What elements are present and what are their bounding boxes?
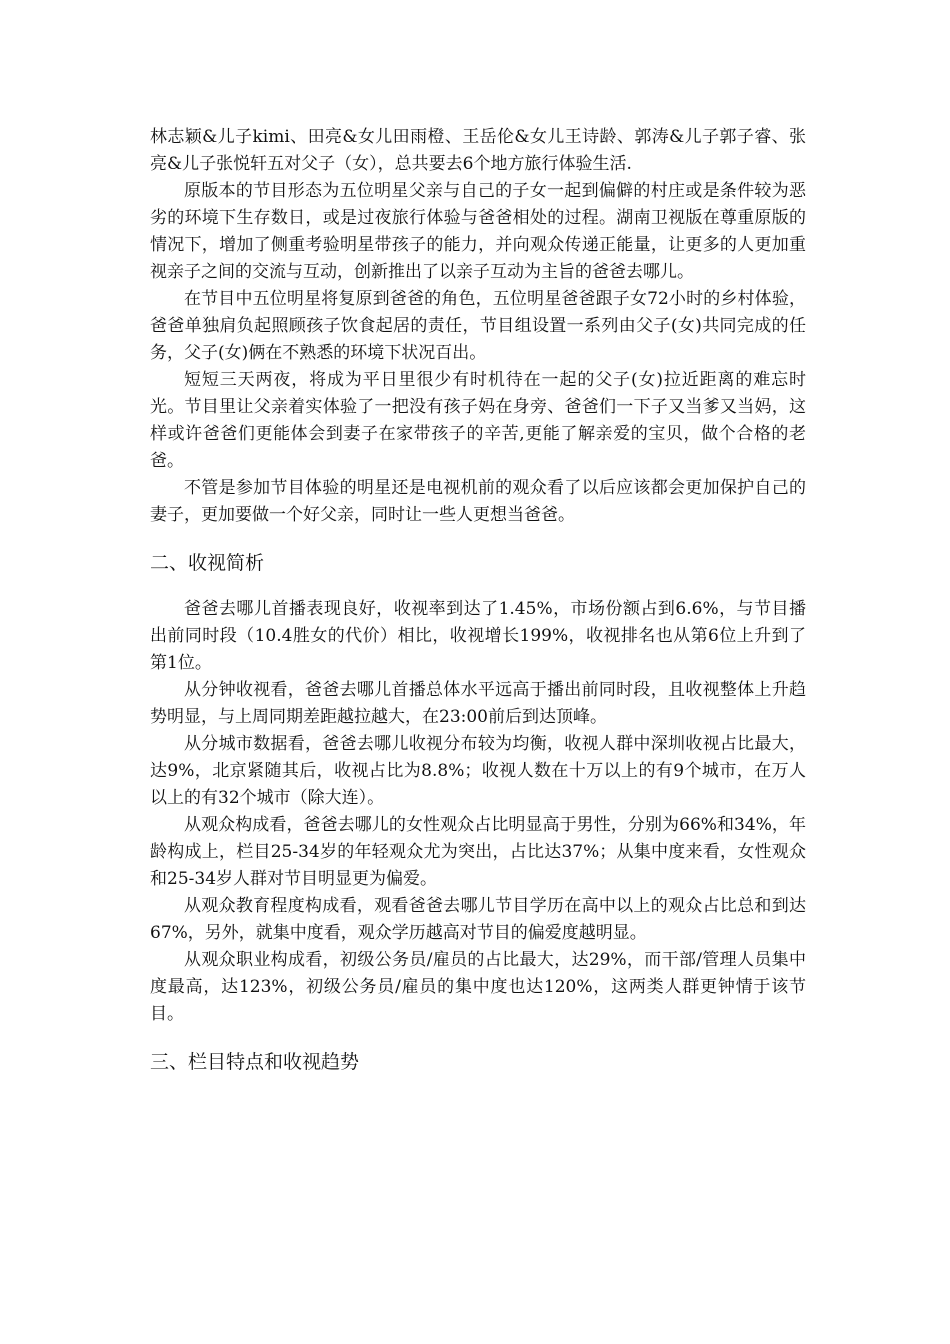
paragraph: 从分城市数据看，爸爸去哪儿收视分布较为均衡，收视人群中深圳收视占比最大，达9%，北京紧随其后，收视占比为8.8%；收视人数在十万以上的有9个城市，在万人以上的有32个城市（除大连）。 — [150, 734, 806, 808]
paragraph: 爸爸去哪儿首播表现良好，收视率到达了1.45%，市场份额占到6.6%，与节目播出前同时段（10.4胜女的代价）相比，收视增长199%，收视排名也从第6位上升到了第1位。 — [150, 599, 806, 673]
paragraph: 从观众教育程度构成看，观看爸爸去哪儿节目学历在高中以上的观众占比总和到达67%，另外，就集中度看，观众学历越高对节目的偏爱度越明显。 — [150, 896, 806, 943]
document-body — [150, 124, 806, 1076]
section-heading-features-trends: 三、栏目特点和收视趋势 — [150, 1051, 360, 1073]
paragraph: 原版本的节目形态为五位明星父亲与自己的子女一起到偏僻的村庄或是条件较为恶劣的环境下生存数日，或是过夜旅行体验与爸爸相处的过程。湖南卫视版在尊重原版的情况下，增加了侧重考验明星带孩子的能力，并向观众传递正能量，让更多的人更加重视亲子之间的交流与互动，创新推出了以亲子互动为主旨的爸爸去哪儿。 — [150, 181, 806, 282]
paragraph: 从分钟收视看，爸爸去哪儿首播总体水平远高于播出前同时段，且收视整体上升趋势明显，与上周同期差距越拉越大，在23:00前后到达顶峰。 — [150, 680, 806, 727]
paragraph: 不管是参加节目体验的明星还是电视机前的观众看了以后应该都会更加保护自己的妻子，更加要做一个好父亲，同时让一些人更想当爸爸。 — [150, 478, 806, 525]
section-heading-ratings-analysis: 二、收视简析 — [150, 552, 265, 574]
paragraph: 从观众构成看，爸爸去哪儿的女性观众占比明显高于男性，分别为66%和34%，年龄构成上，栏目25-34岁的年轻观众尤为突出，占比达37%；从集中度来看，女性观众和25-34岁人群对节目明显更为偏爱。 — [150, 815, 806, 889]
paragraph: 在节目中五位明星将复原到爸爸的角色，五位明星爸爸跟子女72小时的乡村体验，爸爸单独肩负起照顾孩子饮食起居的责任，节目组设置一系列由父子(女)共同完成的任务，父子(女)俩在不熟悉的环境下状况百出。 — [150, 289, 806, 363]
paragraph-continued: 林志颖&儿子kimi、田亮&女儿田雨橙、王岳伦&女儿王诗龄、郭涛&儿子郭子睿、张亮&儿子张悦轩五对父子（女），总共要去6个地方旅行体验生活. — [150, 127, 806, 174]
paragraph: 短短三天两夜，将成为平日里很少有时机待在一起的父子(女)拉近距离的难忘时光。节目里让父亲着实体验了一把没有孩子妈在身旁、爸爸们一下子又当爹又当妈，这样或许爸爸们更能体会到妻子在家带孩子的辛苦,更能了解亲爱的宝贝，做个合格的老爸。 — [150, 370, 806, 471]
paragraph: 从观众职业构成看，初级公务员/雇员的占比最大，达29%，而干部/管理人员集中度最高，达123%，初级公务员/雇员的集中度也达120%，这两类人群更钟情于该节目。 — [150, 950, 806, 1024]
